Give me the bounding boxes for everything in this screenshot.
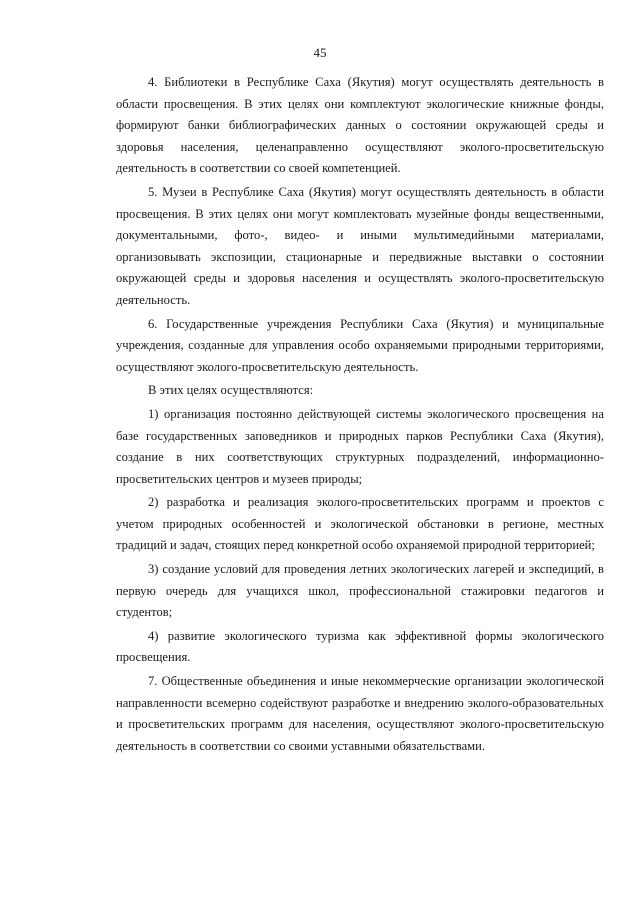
paragraph-libraries: 4. Библиотеки в Республике Саха (Якутия) могут осуществлять деятельность в области просвещения. В этих целях они комплектуют экологические книжные фонды, формируют банки библиографических данных о состоянии окружающей среды и здоровья населения, целенаправленно осуществляют эколого-просветительскую деятельность в соответствии со своей компетенцией. [116, 75, 604, 176]
paragraph-item-4: 4) развитие экологического туризма как эффективной формы экологического просвещения. [116, 628, 604, 665]
paragraph-item-2: 2) разработка и реализация эколого-просветительских программ и проектов с учетом природных особенностей и экологической обстановки в регионе, местных традиций и задач, стоящих перед конкретной особо охраняемой природной территорией; [116, 495, 604, 553]
paragraph-public-associations: 7. Общественные объединения и иные некоммерческие организации экологической направленности всемерно содействуют разработке и внедрению эколого-образовательных и просветительских программ для населения, осуществляют эколого-просветительскую деятельность в соответствии со своими уставными обязательствами. [116, 674, 604, 753]
document-body [116, 72, 604, 759]
paragraph-purposes-intro: В этих целях осуществляются: [148, 383, 314, 398]
paragraph-item-3: 3) создание условий для проведения летних экологических лагерей и экспедиций, в первую очередь для учащихся школ, профессиональной стажировки педагогов и студентов; [116, 562, 604, 620]
page-number: 45 [313, 45, 327, 60]
paragraph-state-institutions: 6. Государственные учреждения Республики Саха (Якутия) и муниципальные учреждения, созданные для управления особо охраняемыми природными территориями, осуществляют эколого-просветительскую деятельность. [116, 316, 604, 374]
paragraph-museums: 5. Музеи в Республике Саха (Якутия) могут осуществлять деятельность в области просвещения. В этих целях они могут комплектовать музейные фонды вещественными, документальными, фото-, видео- и иными мультимедийными материалами, организовывать экспозиции, стационарные и передвижные выставки о состоянии окружающей среды и здоровья населения и осуществлять эколого-просветительскую деятельность. [116, 184, 604, 307]
paragraph-item-1: 1) организация постоянно действующей системы экологического просвещения на базе государственных заповедников и природных парков Республики Саха (Якутия), создание в них соответствующих структурных подразделений, информационно-просветительских центров и музеев природы; [116, 406, 604, 486]
